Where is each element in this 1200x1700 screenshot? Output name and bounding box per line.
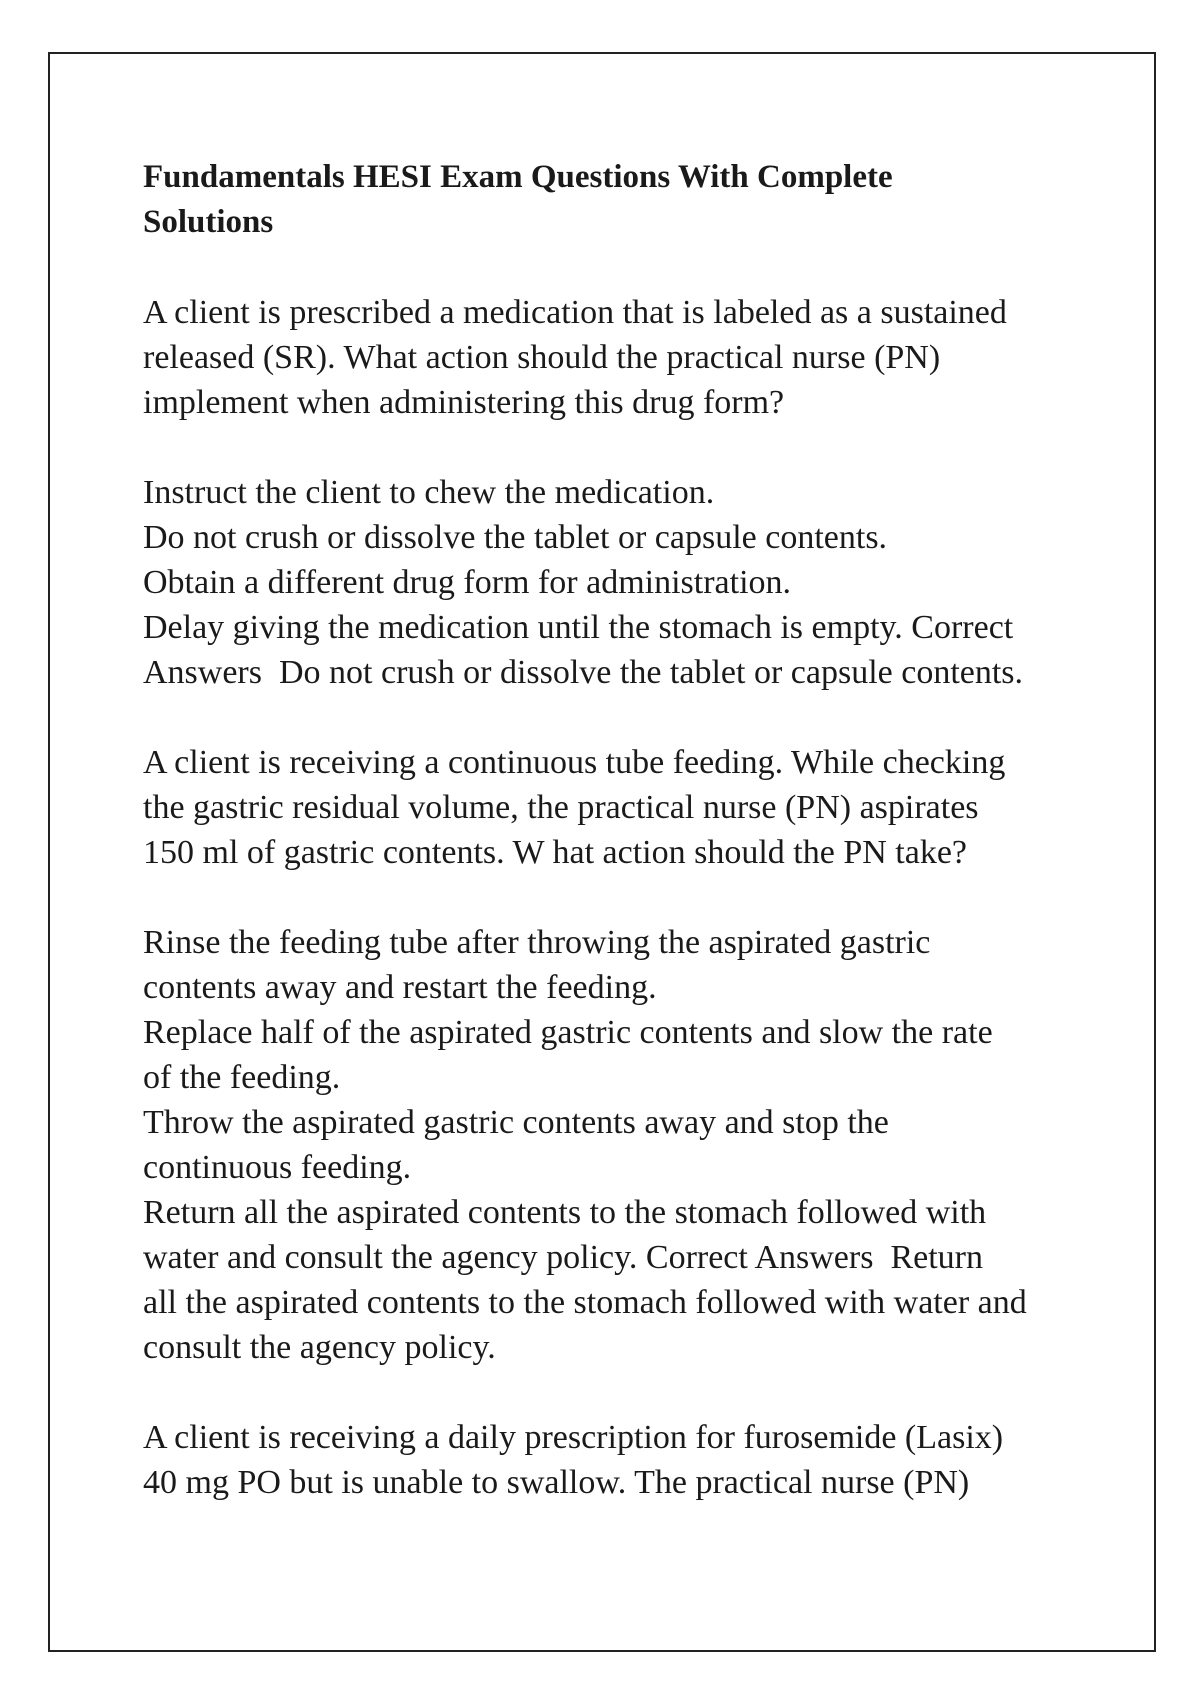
- text-line: Rinse the feeding tube after throwing the aspirated gastric: [143, 924, 931, 961]
- text-line: Replace half of the aspirated gastric contents and slow the rate: [143, 1014, 993, 1051]
- text-line: A client is prescribed a medication that is labeled as a sustained: [143, 294, 1007, 331]
- question-2-stem: [143, 740, 1083, 875]
- question-1-stem: [143, 290, 1083, 425]
- text-line: Return all the aspirated contents to the stomach followed with: [143, 1194, 987, 1231]
- text-line: Instruct the client to chew the medication.: [143, 474, 715, 511]
- question-1-options: [143, 470, 1083, 695]
- text-line: continuous feeding.: [143, 1149, 412, 1186]
- text-line: Do not crush or dissolve the tablet or capsule contents.: [143, 519, 888, 556]
- text-line: 40 mg PO but is unable to swallow. The practical nurse (PN): [143, 1464, 970, 1501]
- question-2-options: [143, 920, 1083, 1370]
- text-line: consult the agency policy.: [143, 1329, 496, 1366]
- text-line: Answers Do not crush or dissolve the tablet or capsule contents.: [143, 654, 1024, 691]
- document-title: [143, 155, 1083, 245]
- text-line: water and consult the agency policy. Correct Answers Return: [143, 1239, 983, 1276]
- text-line: released (SR). What action should the practical nurse (PN): [143, 339, 941, 376]
- text-line: the gastric residual volume, the practical nurse (PN) aspirates: [143, 789, 979, 826]
- text-line: of the feeding.: [143, 1059, 341, 1096]
- text-line: Obtain a different drug form for administration.: [143, 564, 792, 601]
- text-line: A client is receiving a daily prescription for furosemide (Lasix): [143, 1419, 1004, 1456]
- text-line: 150 ml of gastric contents. W hat action should the PN take?: [143, 834, 968, 871]
- document-body: [143, 155, 1083, 1550]
- text-line: Delay giving the medication until the stomach is empty. Correct: [143, 609, 1014, 646]
- question-3-stem: [143, 1415, 1083, 1505]
- title-line: Solutions: [143, 204, 274, 240]
- text-line: Throw the aspirated gastric contents away and stop the: [143, 1104, 889, 1141]
- text-line: implement when administering this drug form?: [143, 384, 785, 421]
- title-line: Fundamentals HESI Exam Questions With Complete: [143, 159, 893, 195]
- text-line: all the aspirated contents to the stomach followed with water and: [143, 1284, 1027, 1321]
- text-line: A client is receiving a continuous tube feeding. While checking: [143, 744, 1006, 781]
- text-line: contents away and restart the feeding.: [143, 969, 657, 1006]
